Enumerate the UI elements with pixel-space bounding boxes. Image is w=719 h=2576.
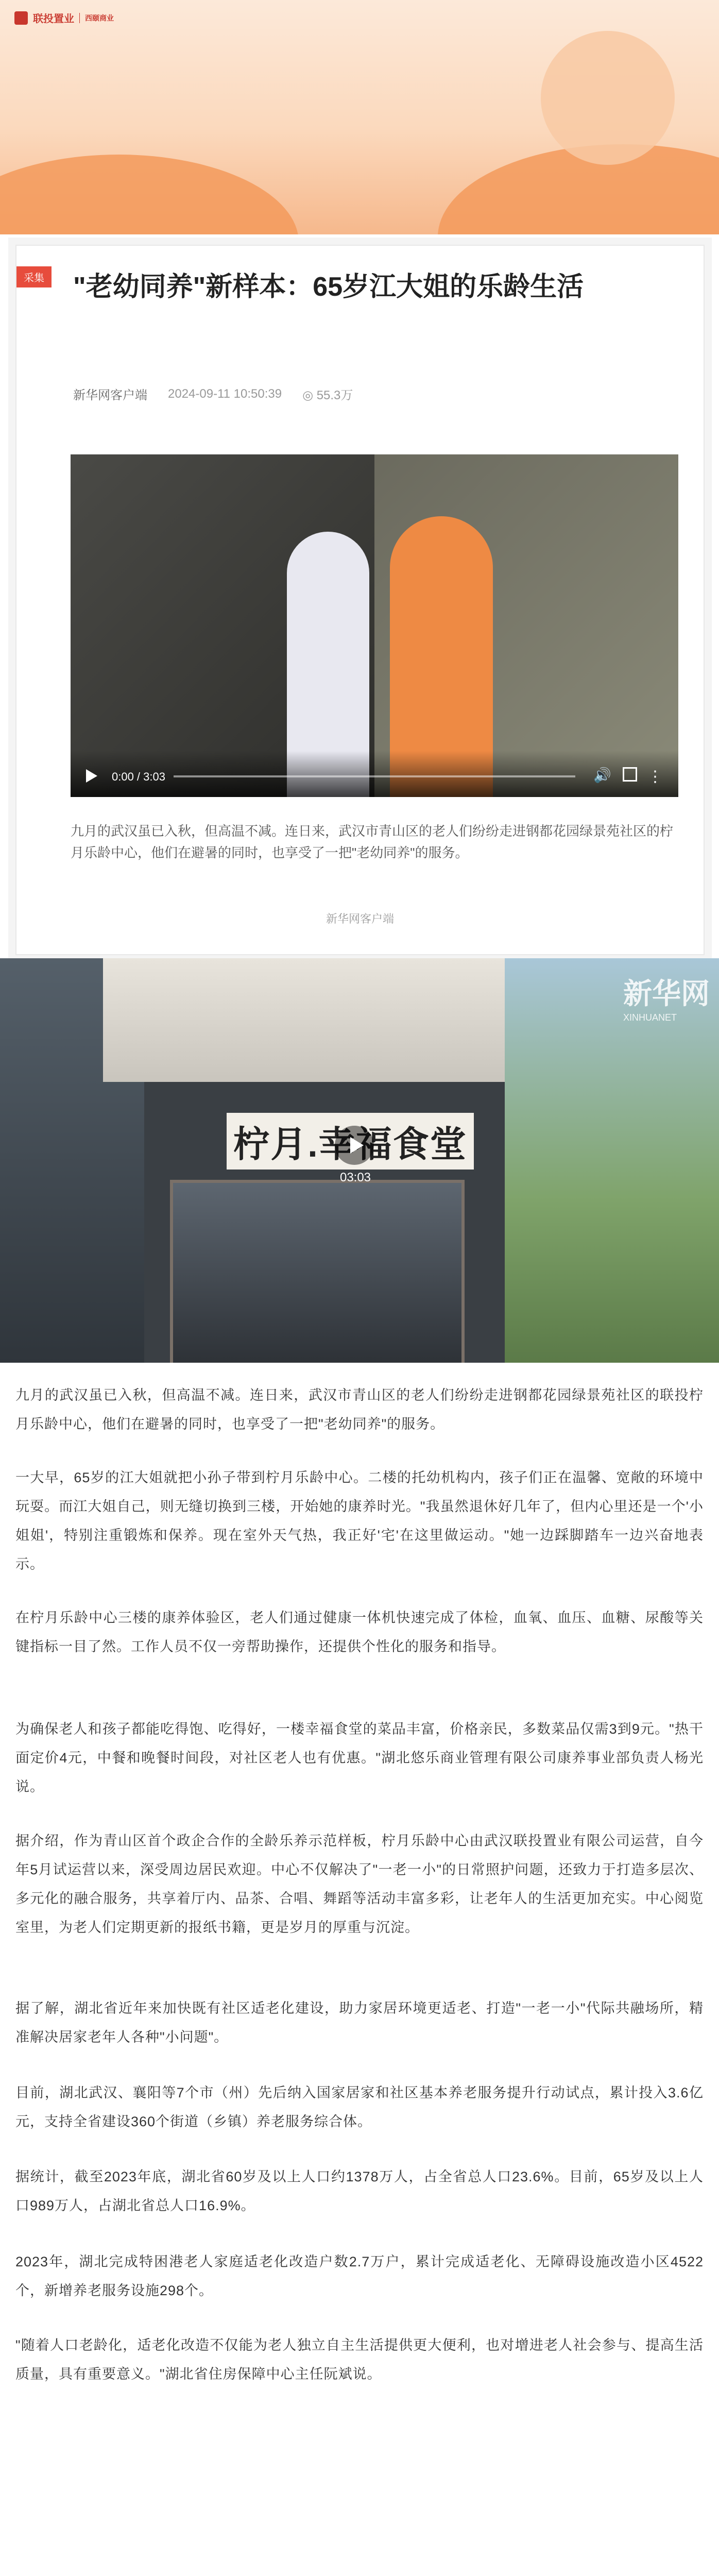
- canteen-sign: 柠月.幸福食堂: [227, 1113, 474, 1170]
- heart-decoration-icon: [541, 31, 675, 165]
- article-paragraph: 为确保老人和孩子都能吃得饱、吃得好，一楼幸福食堂的菜品丰富，价格亲民，多数菜品仅需3到9元。"热干面定价4元，中餐和晚餐时间段，对社区老人也有优惠。"湖北悠乐商业管理有限公司康养事业部负责人杨光说。: [15, 1721, 704, 1794]
- xinhuanet-watermark: [623, 971, 710, 1023]
- volume-icon[interactable]: 🔊: [593, 767, 611, 783]
- article-paragraph: 据介绍，作为青山区首个政企合作的全龄乐养示范样板，柠月乐龄中心由武汉联投置业有限公司运营，自今年5月试运营以来，深受周边居民欢迎。中心不仅解决了"一老一小"的日常照护问题，还致力于打造多层次、多元化的融合服务，共享着厅内、品茶、合唱、舞蹈等活动丰富多彩，让老年人的生活更加充实。中心阅览室里，为老人们定期更新的报纸书籍，更是岁月的厚重与沉淀。: [15, 1833, 704, 1935]
- article-title: "老幼同养"新样本：65岁江大姐的乐龄生活: [73, 272, 584, 302]
- video-progress-bar[interactable]: [174, 775, 575, 777]
- banner-brand: 联投置业: [33, 13, 74, 25]
- view-count: ◎ 55.3万: [302, 388, 353, 402]
- collect-tag[interactable]: 采集: [16, 266, 52, 287]
- article-paragraph: 目前，湖北武汉、襄阳等7个市（州）先后纳入国家居家和社区基本养老服务提升行动试点，累计投入3.6亿元，支持全省建设360个街道（乡镇）养老服务综合体。: [15, 2085, 704, 2129]
- video-scene: [103, 958, 567, 1082]
- article-card: [15, 245, 705, 955]
- brand-logo-icon: [14, 11, 28, 25]
- logo-divider: [79, 13, 80, 23]
- article-summary: 九月的武汉虽已入秋，但高温不减。连日来，武汉市青山区的老人们纷纷走进钢都花园绿景苑社区的柠月乐龄中心，他们在避暑的同时，也享受了一把"老幼同养"的服务。: [71, 823, 674, 860]
- watermark-text: 新华网: [623, 977, 710, 1010]
- banner-hill: [0, 155, 299, 234]
- more-options-icon[interactable]: ⋮: [647, 768, 663, 785]
- card-source-footer: 新华网客户端: [326, 912, 394, 925]
- banner-logo: [14, 10, 114, 25]
- video-player[interactable]: [71, 454, 678, 797]
- play-icon[interactable]: [86, 769, 97, 783]
- video-controls: [71, 751, 678, 797]
- article-source[interactable]: 新华网客户端: [73, 388, 147, 402]
- article-paragraph: 九月的武汉虽已入秋，但高温不减。连日来，武汉市青山区的老人们纷纷走进钢都花园绿景苑社区的联投柠月乐龄中心，他们在避暑的同时，也享受了一把"老幼同养"的服务。: [15, 1387, 704, 1432]
- top-banner-image: [0, 0, 719, 234]
- article-paragraph: 一大早，65岁的江大姐就把小孙子带到柠月乐龄中心。二楼的托幼机构内，孩子们正在温馨、宽敞的环境中玩耍。而江大姐自己，则无缝切换到三楼，开始她的康养时光。"我虽然退休好几年了，但内心里还是一个'小姐姐'，特别注重锻炼和保养。现在室外天气热，我正好'宅'在这里做运动。"她一边踩脚踏车一边兴奋地表示。: [15, 1470, 704, 1572]
- article-meta: [73, 385, 353, 403]
- play-icon[interactable]: [350, 1137, 364, 1154]
- article-paragraph: 在柠月乐龄中心三楼的康养体验区，老人们通过健康一体机快速完成了体检，血氧、血压、血糖、尿酸等关键指标一目了然。工作人员不仅一旁帮助操作，还提供个性化的服务和指导。: [15, 1610, 704, 1654]
- fullscreen-icon[interactable]: [623, 767, 637, 782]
- article-datetime: 2024-09-11 10:50:39: [168, 386, 282, 401]
- watermark-sub: XINHUANET: [623, 1012, 677, 1023]
- canteen-door: [170, 1180, 465, 1363]
- view-count-value: 55.3万: [316, 388, 353, 402]
- article-paragraph: 据统计，截至2023年底，湖北省60岁及以上人口约1378万人，占全省总人口23.6%。目前，65岁及以上人口989万人，占湖北省总人口16.9%。: [15, 2169, 704, 2213]
- banner-brand2: 西颐商业: [85, 13, 114, 22]
- video-duration: 03:03: [339, 1171, 371, 1184]
- article-paragraph: "随着人口老龄化，适老化改造不仅能为老人独立自主生活提供更大便利，也对增进老人社会参与、提高生活质量，具有重要意义。"湖北省住房保障中心主任阮斌说。: [15, 2337, 704, 2382]
- article-paragraph: 2023年，湖北完成特困港老人家庭适老化改造户数2.7万户，累计完成适老化、无障碍设施改造小区4522个，新增养老服务设施298个。: [15, 2254, 704, 2298]
- video-time: 0:00 / 3:03: [112, 770, 165, 783]
- article-paragraph: 据了解，湖北省近年来加快既有社区适老化建设，助力家居环境更适老、打造"一老一小"代际共融场所，精准解决居家老年人各种"小问题"。: [15, 2001, 704, 2045]
